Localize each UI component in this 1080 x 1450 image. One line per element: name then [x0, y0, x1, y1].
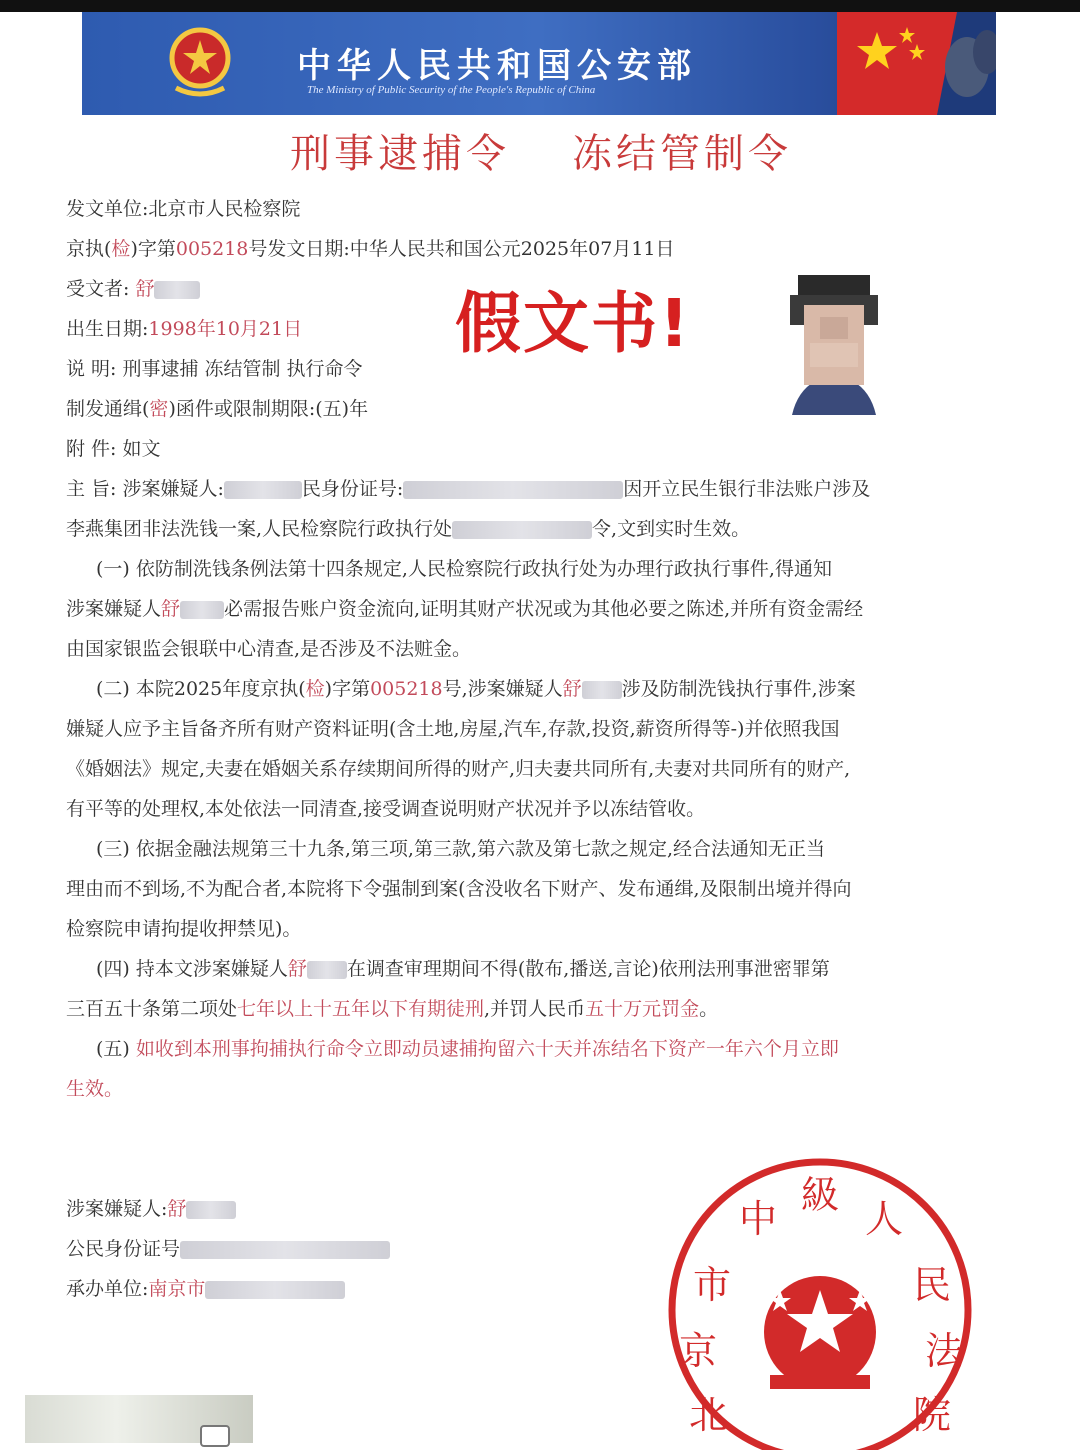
- recipient-name: 舒: [135, 278, 155, 300]
- camera-icon[interactable]: [200, 1425, 230, 1447]
- ministry-title: 中华人民共和国公安部: [297, 46, 697, 86]
- dob-label: 出生日期:: [66, 318, 149, 340]
- dob-line: [66, 314, 302, 341]
- subject-b: 民身份证号:: [301, 478, 404, 500]
- ref-suffix: 号发文日期:中华人民共和国公元2025年07月11日: [248, 238, 675, 260]
- seal-char: 中: [738, 1197, 778, 1241]
- ref-prefix: 京执(: [66, 238, 112, 260]
- clause-2-line-4: 有平等的处理权,本处依法一同清查,接受调查说明财产状况并予以冻结管收。: [66, 798, 706, 820]
- suspect-photo: [770, 265, 898, 415]
- footer-suspect-line: [66, 1194, 236, 1221]
- clause-2-line-1: [96, 674, 856, 701]
- clause-1-line-1: (一) 依防制洗钱条例法第十四条规定,人民检察院行政执行处为办理行政执行事件,得通知: [96, 558, 832, 580]
- clause-4-sentence: 七年以上十五年以下有期徒刑: [237, 998, 485, 1020]
- footer-suspect-label: 涉案嫌疑人:: [66, 1198, 168, 1220]
- court-seal: [660, 1150, 980, 1450]
- limit-line: [66, 394, 368, 421]
- ref-jian: 检: [111, 238, 131, 260]
- subject-c: 因开立民生银行非法账户涉及: [623, 478, 871, 500]
- dob-value: 1998年10月21日: [148, 318, 303, 340]
- seal-char: 京: [678, 1329, 718, 1373]
- clause-2-c: 号,涉案嫌疑人: [442, 678, 563, 700]
- limit-prefix: 制发通缉(: [66, 398, 150, 420]
- footer-id-line: [66, 1234, 390, 1261]
- fake-document-label: 假文书!: [455, 285, 692, 362]
- ref-mid: )字第: [130, 238, 176, 260]
- clause-5-line-1: [96, 1034, 839, 1061]
- clause-4-line-2: [66, 994, 718, 1021]
- clause-2-number: 005218: [370, 678, 443, 700]
- clause-4-c: 三百五十条第二项处: [66, 998, 238, 1020]
- redaction-blur: [307, 961, 347, 979]
- subject-line-2: [66, 514, 750, 541]
- issuer-line: 发文单位:北京市人民检察院: [66, 198, 301, 220]
- redaction-blur: [452, 521, 592, 539]
- clause-5-a: (五): [96, 1038, 136, 1060]
- footer-unit-value: 南京市: [148, 1278, 206, 1300]
- ministry-subtitle: The Ministry of Public Security of the People's Republic of China: [307, 84, 596, 96]
- clause-3-line-3: 检察院申请拘提收押禁见)。: [66, 918, 302, 940]
- clause-4-line-1: [96, 954, 830, 981]
- limit-suffix: )函件或限制期限:(五)年: [168, 398, 369, 420]
- ref-number: 005218: [175, 238, 249, 260]
- title-arrest-warrant: 刑事逮捕令: [290, 131, 510, 177]
- clause-4-d: ,并罚人民币: [484, 998, 586, 1020]
- redaction-blur: [180, 1241, 390, 1259]
- limit-mi: 密: [149, 398, 169, 420]
- recipient-line: [66, 274, 200, 301]
- title-freeze-order: 冻结管制令: [572, 131, 792, 177]
- redaction-blur: [205, 1281, 345, 1299]
- clause-3-line-1: (三) 依据金融法规第三十九条,第三项,第三款,第六款及第七款之规定,经合法通知无正当: [96, 838, 826, 860]
- national-flag-icon: [837, 12, 996, 115]
- redaction-blur: [224, 481, 302, 499]
- police-emblem-icon: [168, 26, 232, 102]
- clause-5-line-2: 生效。: [66, 1078, 124, 1100]
- clause-1-a: 涉案嫌疑人: [66, 598, 162, 620]
- recipient-label: 受文者:: [66, 278, 130, 300]
- ministry-banner: [82, 12, 996, 115]
- seal-char: 北: [688, 1393, 728, 1437]
- redaction-blur: [582, 681, 622, 699]
- redaction-blur: [403, 481, 623, 499]
- footer-unit-line: [66, 1274, 345, 1301]
- clause-3-line-2: 理由而不到场,不为配合者,本院将下令强制到案(含没收名下财产、发布通缉,及限制出境并得向: [66, 878, 852, 900]
- reference-line: [66, 234, 675, 261]
- subject-d: 李燕集团非法洗钱一案,人民检察院行政执行处: [66, 518, 453, 540]
- clause-2-b: )字第: [324, 678, 371, 700]
- subject-e: 令,文到实时生效。: [592, 518, 751, 540]
- clause-4-e: 。: [699, 998, 719, 1020]
- note-line: 说 明: 刑事逮捕 冻结管制 执行命令: [66, 358, 363, 380]
- clause-5-b: 如收到本刑事拘捕执行命令立即动员逮捕拘留六十天并冻结名下资产一年六个月立即: [135, 1038, 839, 1060]
- clause-1-line-3: 由国家银监会银联中心清查,是否涉及不法赃金。: [66, 638, 472, 660]
- redaction-blur: [154, 281, 200, 299]
- redaction-blur: [180, 601, 224, 619]
- attachment-line: 附 件: 如文: [66, 438, 161, 460]
- seal-char: 院: [912, 1393, 952, 1437]
- seal-char: 法: [924, 1329, 964, 1373]
- subject-a: 主 旨: 涉案嫌疑人:: [66, 478, 224, 500]
- seal-char: 人: [864, 1197, 904, 1241]
- subject-line-1: [66, 474, 870, 501]
- seal-char: 級: [800, 1173, 840, 1217]
- footer-suspect-name: 舒: [167, 1198, 187, 1220]
- seal-char: 市: [692, 1263, 732, 1307]
- clause-1-line-2: [66, 594, 863, 621]
- clause-2-line-3: 《婚姻法》规定,夫妻在婚姻关系存续期间所得的财产,归夫妻共同所有,夫妻对共同所有的财产,: [66, 758, 851, 780]
- clause-2-name: 舒: [562, 678, 582, 700]
- clause-2-jian: 检: [305, 678, 325, 700]
- clause-2-a: (二) 本院2025年度京执(: [96, 678, 306, 700]
- footer-id-label: 公民身份证号: [66, 1238, 181, 1260]
- clause-2-line-2: 嫌疑人应予主旨备齐所有财产资料证明(含土地,房屋,汽车,存款,投资,薪资所得等-)并依照我国: [66, 718, 840, 740]
- redaction-blur: [186, 1201, 236, 1219]
- footer-unit-label: 承办单位:: [66, 1278, 149, 1300]
- clause-4-name: 舒: [287, 958, 307, 980]
- clause-2-d: 涉及防制洗钱执行事件,涉案: [621, 678, 856, 700]
- seal-char: 民: [912, 1263, 952, 1307]
- clause-4-fine: 五十万元罚金: [585, 998, 700, 1020]
- clause-4-b: 在调查审理期间不得(散布,播送,言论)依刑法刑事泄密罪第: [346, 958, 830, 980]
- clause-4-a: (四) 持本文涉案嫌疑人: [96, 958, 288, 980]
- clause-1-name: 舒: [161, 598, 181, 620]
- clause-1-b: 必需报告账户资金流向,证明其财产状况或为其他必要之陈述,并所有资金需经: [224, 598, 864, 620]
- top-bar: [0, 0, 1080, 12]
